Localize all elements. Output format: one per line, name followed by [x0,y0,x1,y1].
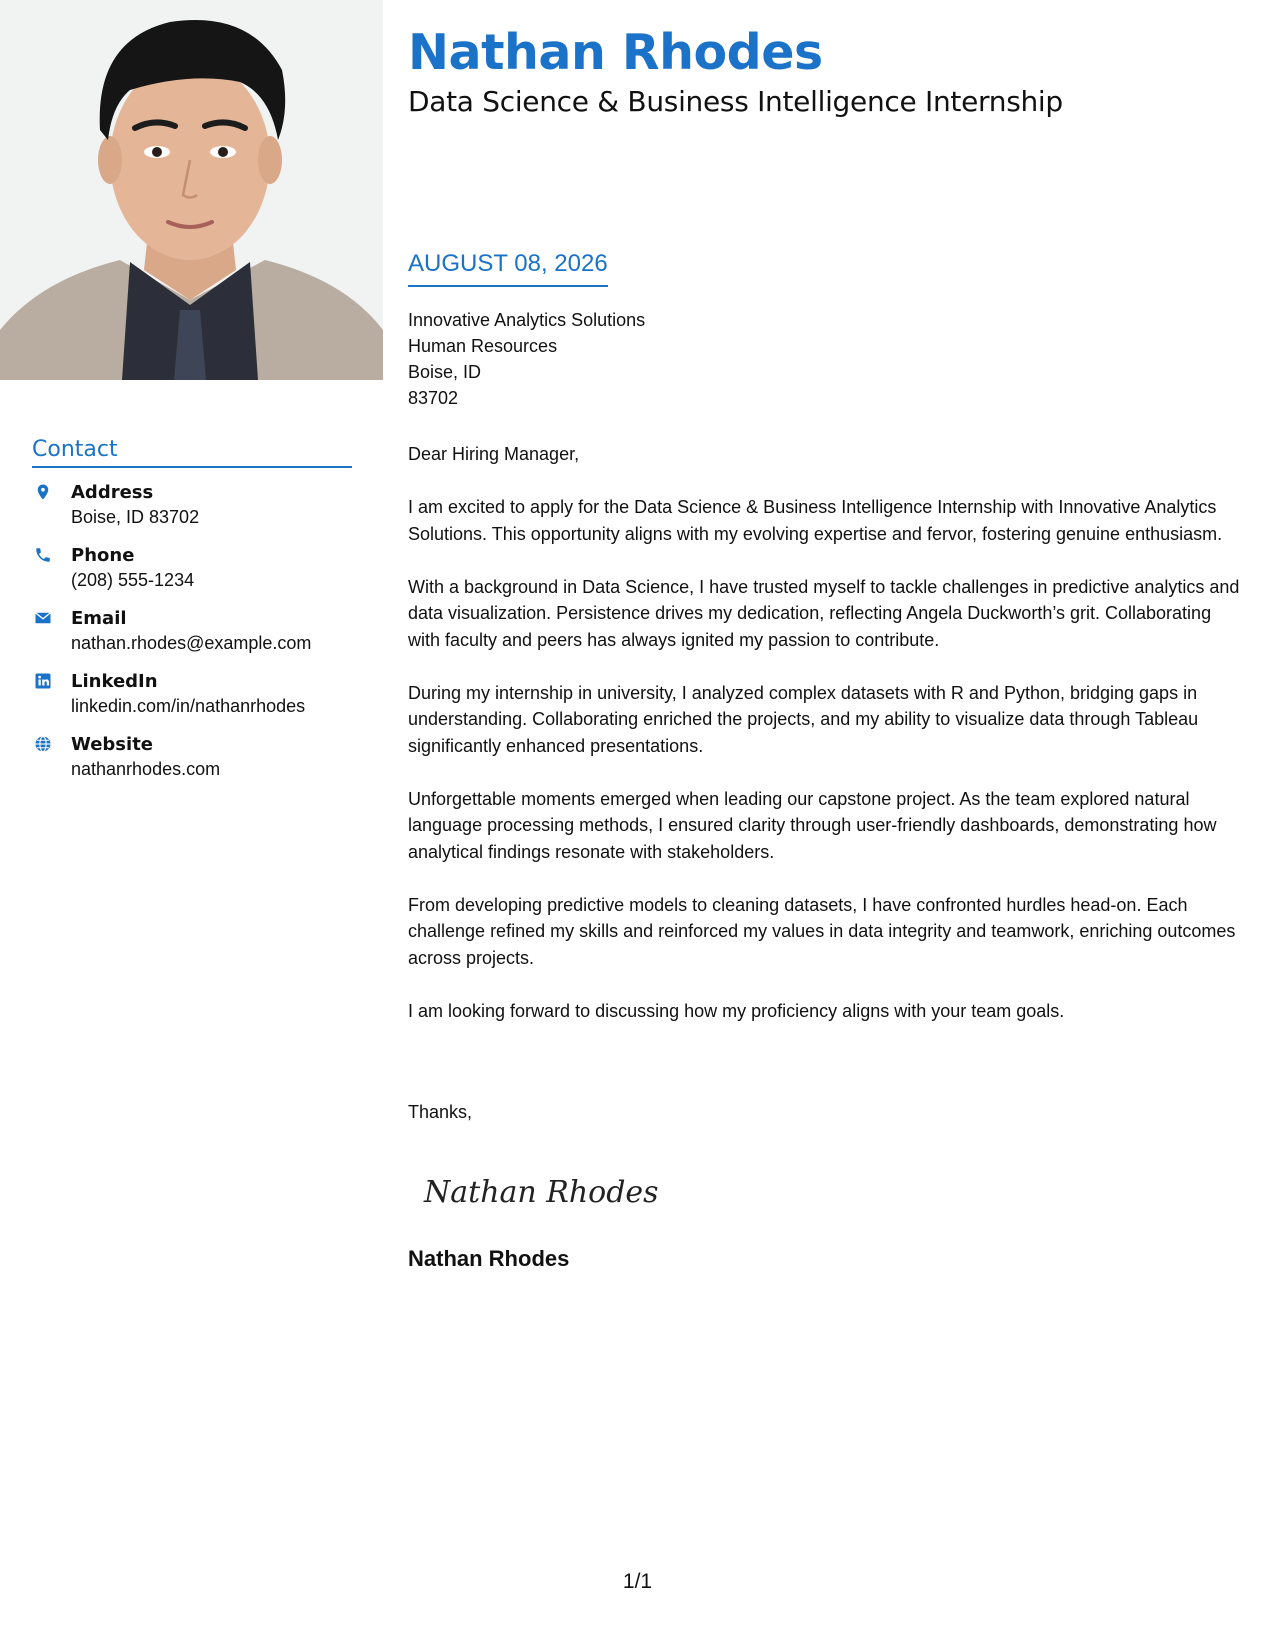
contact-section [32,437,352,795]
letter-date: AUGUST 08, 2026 [408,248,608,287]
contact-item-address [32,480,352,530]
globe-icon [34,735,52,753]
paragraph-2: With a background in Data Science, I have trusted myself to tackle challenges in predictive analytics and data visualization. Persistence drives my dedication, reflecting Angela Duckworth’s grit. Collaborating with faculty and peers has always ignited my passion to contribute. [408,576,1240,650]
envelope-icon [34,609,52,627]
linkedin-label: LinkedIn [71,671,158,692]
paragraph-1: I am excited to apply for the Data Science & Business Intelligence Internship with Innovative Analytics Solutions. This opportunity aligns with my evolving expertise and fervor, fostering genuine enthusiasm. [408,497,1223,544]
contact-item-website [32,732,352,782]
signature-text: Nathan Rhodes [424,1175,659,1210]
contact-heading: Contact [32,437,352,468]
page-number: 1/1 [622,1570,653,1593]
email-value[interactable]: nathan.rhodes@example.com [71,633,312,653]
paragraph-4: Unforgettable moments emerged when leading our capstone project. As the team explored natural language processing methods, I ensured clarity through user-friendly dashboards, demonstrating how analytical findings resonate with stakeholders. [408,788,1217,862]
contact-item-email [32,606,352,656]
closing: Thanks, [408,1102,473,1122]
letter-body [408,441,1243,1051]
applicant-name: Nathan Rhodes [408,24,823,81]
website-label: Website [71,734,154,755]
recipient-company: Innovative Analytics Solutions [408,310,646,330]
paragraph-5: From developing predictive models to cleaning datasets, I have confronted hurdles head-on. Each challenge refined my skills and reinforced my values in data integrity and teamwork, enriching outcomes across projects. [408,894,1236,968]
recipient-zip: 83702 [408,388,459,408]
website-value[interactable]: nathanrhodes.com [71,759,221,779]
email-label: Email [71,608,127,629]
recipient-department: Human Resources [408,336,558,356]
signed-name: Nathan Rhodes [408,1246,570,1271]
address-value: Boise, ID 83702 [71,507,200,527]
phone-icon [34,546,52,564]
linkedin-icon [34,672,52,690]
address-label: Address [71,482,154,503]
linkedin-value[interactable]: linkedin.com/in/nathanrhodes [71,696,306,716]
paragraph-3: During my internship in university, I analyzed complex datasets with R and Python, bridging gaps in understanding. Collaborating enriched the projects, and my ability to visualize data through Tableau significantly enhanced presentations. [408,682,1199,756]
phone-label: Phone [71,545,135,566]
salutation: Dear Hiring Manager, [408,444,580,464]
portrait-image [0,0,383,380]
recipient-block [408,307,645,411]
signature-image [420,1160,660,1220]
map-pin-icon [34,483,52,501]
position-title: Data Science & Business Intelligence Internship [408,85,1063,118]
phone-value[interactable]: (208) 555-1234 [71,570,195,590]
recipient-city: Boise, ID [408,362,482,382]
profile-photo [0,0,383,380]
contact-item-linkedin [32,669,352,719]
paragraph-6: I am looking forward to discussing how my proficiency aligns with your team goals. [408,1000,1065,1021]
contact-item-phone [32,543,352,593]
